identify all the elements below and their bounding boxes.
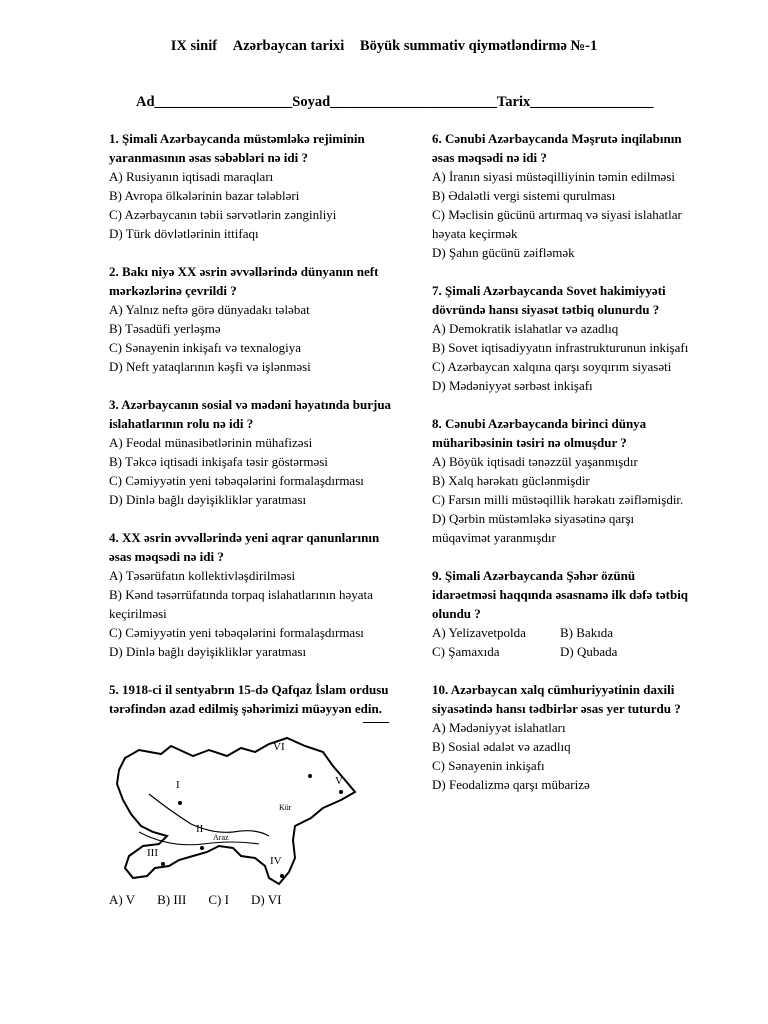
option-b[interactable]: B) Kənd təsərrüfatında torpaq islahatlarının həyata keçirilməsi [109,587,373,621]
option-c[interactable]: C) I [208,892,229,907]
option-a[interactable]: A) Feodal münasibətlərinin mühafizəsi [109,435,313,450]
option-c[interactable]: C) Məclisin gücünü artırmaq və siyasi islahatlar həyata keçirmək [432,207,682,241]
question-2 [109,262,393,376]
question-9 [432,566,690,661]
question-1 [109,129,393,243]
question-6 [432,129,690,262]
answer-options [109,890,393,909]
option-d[interactable]: D) Feodalizmə qarşı mübarizə [432,777,590,792]
map-label-kur: Kür [279,803,292,812]
question-text: 1. Şimali Azərbaycanda müstəmləkə rejiminin yaranmasının əsas səbəbləri nə idi ? [109,131,365,165]
option-b[interactable]: B) Təkcə iqtisadi inkişafa təsir göstərməsi [109,454,328,469]
map-label-ii: II [196,823,204,835]
option-b[interactable]: B) III [157,892,187,907]
option-a[interactable]: A) Rusiyanın iqtisadi maraqları [109,169,274,184]
option-a[interactable]: A) Təsərüfatın kollektivləşdirilməsi [109,568,296,583]
option-d[interactable]: D) Mədəniyyət sərbəst inkişafı [432,378,593,393]
option-d[interactable]: D) VI [250,892,282,907]
option-c[interactable]: C) Cəmiyyətin yeni təbəqələrini formalaşdırması [109,473,364,488]
option-a[interactable]: A) Yalnız neftə görə dünyadakı tələbat [109,302,310,317]
option-b[interactable]: B) Təsadüfi yerləşmə [109,321,221,336]
option-a[interactable]: A) Böyük iqtisadi tənəzzül yaşanmışdır [432,454,638,469]
option-a[interactable]: A) Yelizavetpolda [432,625,526,640]
question-8 [432,414,690,547]
option-c[interactable]: C) Farsın milli müstəqillik hərəkatı zəifləmişdir. [432,492,684,507]
option-a[interactable]: A) V [109,892,136,907]
option-b[interactable]: B) Bakıda [560,625,614,640]
options-row-1 [432,623,690,642]
option-d[interactable]: D) Qubada [560,644,618,659]
question-text: 10. Azərbaycan xalq cümhuriyyətinin daxili siyasətində hansı tədbirlər əsas yer tuturdu ? [432,682,681,716]
option-b[interactable]: B) Sosial ədalət və azadlıq [432,739,571,754]
question-text: 8. Cənubi Azərbaycanda birinci dünya müharibəsinin təsiri nə olmuşdur ? [432,416,647,450]
option-d[interactable]: D) Qərbin müstəmləkə siyasətinə qarşı müqavimət yaranmışdır [432,511,635,545]
map-label-iii: III [147,847,158,859]
map-label-araz: Araz [213,833,229,842]
option-d[interactable]: D) Şahın gücünü zəifləmək [432,245,575,260]
map-outline-graphic [109,736,381,886]
option-a[interactable]: A) Mədəniyyət islahatları [432,720,566,735]
option-d[interactable]: D) Dinlə bağlı dəyişikliklər yaratması [109,492,307,507]
map-label-v: V [335,775,343,787]
map-label-i: I [176,779,180,791]
option-b[interactable]: B) Sovet iqtisadiyyatın infrastrukturunun inkişafı [432,340,689,355]
option-c[interactable]: C) Cəmiyyətin yeni təbəqələrini formalaşdırması [109,625,364,640]
option-a[interactable]: A) İranın siyasi müstəqilliyinin təmin edilməsi [432,169,675,184]
map-label-iv: IV [270,855,282,867]
option-b[interactable]: B) Xalq hərəkatı güclənmişdir [432,473,590,488]
option-b[interactable]: B) Avropa ölkələrinin bazar tələbləri [109,188,300,203]
worksheet-title [0,38,768,55]
question-text: 4. XX əsrin əvvəllərində yeni aqrar qanunlarının əsas məqsədi nə idi ? [109,530,380,564]
left-column [109,129,393,928]
question-text: 2. Bakı niyə XX əsrin əvvəllərində dünyanın neft mərkəzlərinə çevrildi ? [109,264,379,298]
question-3 [109,395,393,509]
map-label-vi: VI [273,741,285,753]
option-d[interactable]: D) Neft yataqlarının kəşfi və işlənməsi [109,359,311,374]
options-row-2 [432,642,690,661]
question-7 [432,281,690,395]
question-text: 3. Azərbaycanın sosial və mədəni həyatında burjua islahatlarının rolu nə idi ? [109,397,392,431]
question-4 [109,528,393,661]
option-c[interactable]: C) Sənayenin inkişafı və texnalogiya [109,340,302,355]
right-column [432,129,690,813]
question-text: 5. 1918-ci il sentyabrın 15-də Qafqaz İslam ordusu tərəfindən azad edilmiş şəhərimizi müəyyən edin. [109,682,389,716]
subject-label: Azərbaycan tarixi [232,38,345,54]
student-fields[interactable]: Ad___________________Soyad_______________________Tarix_________________ [136,94,654,110]
question-text: 6. Cənubi Azərbaycanda Məşrutə inqilabının əsas məqsədi nə idi ? [432,131,682,165]
option-b[interactable]: B) Ədalətli vergi sistemi qurulması [432,188,616,203]
exam-label: Böyük summativ qiymətləndirmə №-1 [359,38,598,54]
option-d[interactable]: D) Dinlə bağlı dəyişikliklər yaratması [109,644,307,659]
question-text: 7. Şimali Azərbaycanda Sovet hakimiyyəti dövründə hansı siyasət tətbiq olunurdu ? [432,283,666,317]
question-5 [109,680,393,909]
option-c[interactable]: C) Sənayenin inkişafı [432,758,545,773]
option-d[interactable]: D) Türk dövlətlərinin ittifaqı [109,226,259,241]
option-a[interactable]: A) Demokratik islahatlar və azadlıq [432,321,619,336]
question-text: 9. Şimali Azərbaycanda Şəhər özünü idarəetməsi haqqında əsasnamə ilk dəfə tətbiq olundu ? [432,568,689,621]
azerbaijan-map [109,736,381,886]
option-c[interactable]: C) Şamaxıda [432,644,500,659]
question-10 [432,680,690,794]
option-c[interactable]: C) Azərbaycan xalqına qarşı soyqırım siyasəti [432,359,672,374]
blank-line [363,722,389,723]
grade-label: IX sinif [170,38,218,54]
option-c[interactable]: C) Azərbaycanın təbii sərvətlərin zənginliyi [109,207,337,222]
